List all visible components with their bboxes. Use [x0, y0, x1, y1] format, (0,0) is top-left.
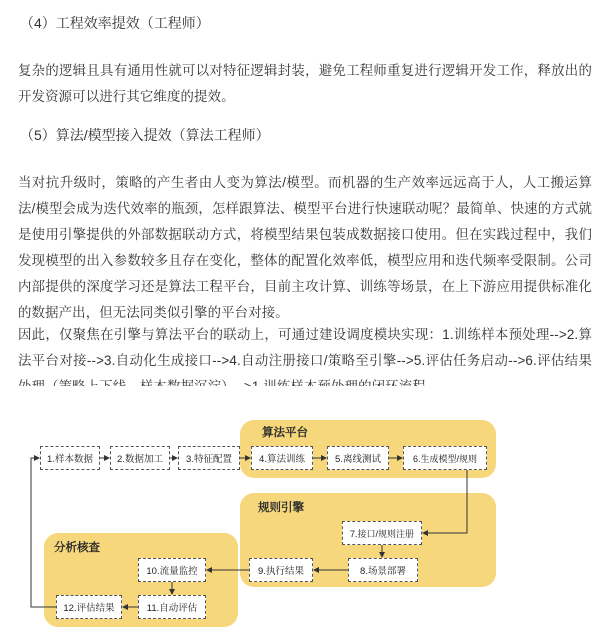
node-8-scene-deploy: 8.场景部署 [348, 558, 418, 582]
node-4-algo-training: 4.算法训练 [251, 446, 313, 470]
node-5-offline-test: 5.离线测试 [327, 446, 389, 470]
edge-6-7 [423, 470, 467, 533]
edge-12-1 [31, 458, 56, 607]
node-1-sample-data: 1.样本数据 [40, 446, 100, 470]
node-2-data-processing: 2.数据加工 [110, 446, 170, 470]
node-6-generate-model: 6.生成模型/规则 [403, 446, 487, 470]
node-9-execution-result: 9.执行结果 [249, 558, 313, 582]
region-algo-platform-title: 算法平台 [262, 427, 308, 439]
section5-paragraph-1: 当对抗升级时，策略的产生者由人变为算法/模型。而机器的生产效率远远高于人，人工搬运算法/模型会成为迭代效率的瓶颈，怎样跟算法、模型平台进行快速联动呢？最简单、快速的方式就是使用引擎提供的外部数据联动方式，将模型结果包装成数据接口使用。但在实践过程中，我们发现模型的出入参数较多且存在变化，整体的配置化效率低，模型应用和迭代频率受限制。公司内部提供的深度学习还是算法工程平台，目前主攻计算、训练等场景，在上下游应用提供标准化的数据产出，但无法同类似引擎的平台对接。 [18, 175, 592, 320]
section5-heading: （5）算法/模型接入提效（算法工程师） [20, 127, 270, 143]
section5-paragraph-2: 因此，仅聚焦在引擎与算法平台的联动上，可通过建设调度模块实现：1.训练样本预处理-->2.算法平台对接-->3.自动化生成接口-->4.自动注册接口/策略至引擎-->5.评估任务启动-->6.评估结果 [18, 327, 592, 368]
section4-paragraph: 复杂的逻辑且具有通用性就可以对特征逻辑封装，避免工程师重复进行逻辑开发工作，释放出的开发资源可以进行其它维度的提效。 [18, 63, 592, 104]
node-10-traffic-monitor: 10.流量监控 [138, 558, 206, 582]
node-3-feature-config: 3.特征配置 [178, 446, 240, 470]
region-rule-engine-title: 规则引擎 [258, 502, 304, 514]
section4-heading: （4）工程效率提效（工程师） [20, 15, 210, 31]
node-7-interface-register: 7.接口/规则注册 [342, 521, 422, 545]
node-11-auto-evaluate: 11.自动评估 [138, 595, 206, 619]
flow-edges [18, 386, 514, 632]
node-12-evaluate-result: 12.评估结果 [56, 595, 122, 619]
flow-diagram [18, 386, 514, 632]
region-analysis-title: 分析核查 [54, 542, 100, 554]
